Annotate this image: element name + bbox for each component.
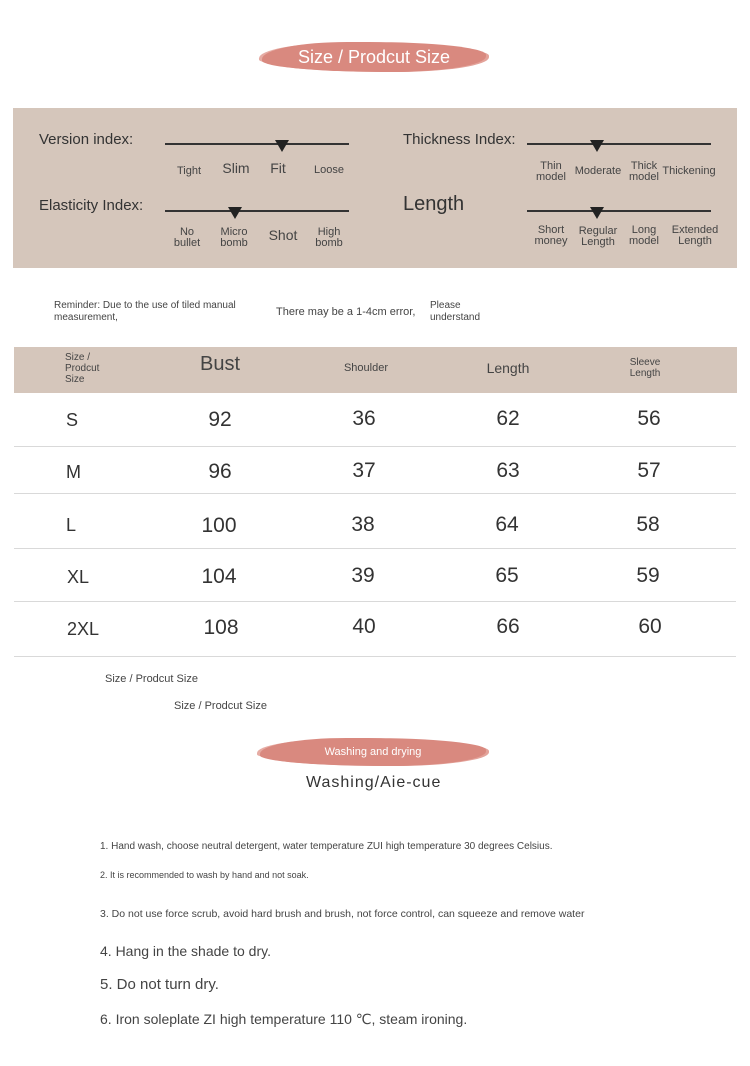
length-scale [527, 210, 711, 212]
bust-cell: 108 [203, 616, 239, 639]
row-divider [14, 446, 736, 447]
bust-cell: 96 [208, 460, 232, 483]
version-option: Fit [270, 160, 286, 176]
elasticity-option: No bullet [173, 226, 201, 249]
size-cell: M [66, 462, 81, 482]
length-cell: 65 [495, 564, 519, 587]
bust-column-header: Bust [199, 353, 241, 375]
thickness-option: Thick model [629, 160, 659, 183]
length-pointer-icon [590, 207, 604, 219]
elasticity-option: Shot [268, 227, 298, 243]
version-scale [165, 143, 349, 145]
shoulder-cell: 39 [351, 564, 375, 587]
size-note: Size / Prodcut Size [105, 673, 198, 685]
length-cell: 63 [496, 459, 520, 482]
fit-index-panel [13, 108, 737, 268]
length-option: Short money [534, 224, 568, 247]
elasticity-index-label: Elasticity Index: [39, 197, 144, 214]
reminder-understand: Please understand [430, 300, 481, 323]
version-pointer-icon [275, 140, 289, 152]
thickness-scale [527, 143, 711, 145]
size-cell: S [66, 410, 79, 430]
size-table-header [14, 347, 737, 393]
washing-step: 2. It is recommended to wash by hand and not soak. [100, 870, 309, 880]
length-option: Regular Length [578, 225, 618, 248]
row-divider [14, 548, 736, 549]
length-option: Extended Length [671, 224, 719, 247]
thickness-option: Thickening [662, 165, 716, 177]
shoulder-cell: 40 [352, 615, 376, 638]
washing-step: 4. Hang in the shade to dry. [100, 943, 271, 959]
shoulder-column-header: Shoulder [343, 362, 389, 374]
length-cell: 62 [496, 407, 520, 430]
washing-step: 5. Do not turn dry. [100, 976, 219, 993]
sleeve-cell: 60 [638, 615, 662, 638]
reminder-error: There may be a 1-4cm error, [276, 306, 416, 318]
version-index-label: Version index: [39, 131, 134, 148]
washing-title: Washing and drying [324, 746, 422, 758]
thickness-option: Moderate [574, 165, 622, 177]
row-divider [14, 493, 736, 494]
sleeve-cell: 59 [636, 564, 660, 587]
size-title-banner [262, 42, 486, 72]
version-option: Slim [222, 160, 250, 176]
size-column-header: Size / Prodcut Size [65, 352, 100, 385]
washing-banner [260, 738, 486, 766]
length-index-label: Length [403, 193, 465, 215]
shoulder-cell: 38 [351, 513, 375, 536]
sleeve-cell: 56 [637, 407, 661, 430]
size-cell: 2XL [67, 619, 100, 639]
bust-cell: 104 [201, 565, 237, 588]
thickness-option: Thin model [536, 160, 566, 183]
version-option: Tight [176, 165, 202, 177]
version-option: Loose [314, 164, 344, 176]
thickness-index-label: Thickness Index: [403, 131, 516, 148]
shoulder-cell: 37 [352, 459, 376, 482]
elasticity-option: High bomb [315, 226, 343, 249]
size-cell: L [66, 515, 77, 535]
elasticity-pointer-icon [228, 207, 242, 219]
shoulder-cell: 36 [352, 407, 376, 430]
washing-step: 3. Do not use force scrub, avoid hard brush and brush, not force control, can squeeze and remove water [100, 908, 585, 920]
thickness-pointer-icon [590, 140, 604, 152]
size-cell: XL [67, 567, 90, 587]
elasticity-scale [165, 210, 349, 212]
sleeve-cell: 57 [637, 459, 661, 482]
size-note: Size / Prodcut Size [174, 700, 267, 712]
length-column-header: Length [486, 360, 530, 376]
washing-subtitle: Washing/Aie-cue [306, 774, 442, 791]
length-cell: 64 [495, 513, 519, 536]
elasticity-option: Micro bomb [220, 226, 248, 249]
reminder-text: Reminder: Due to the use of tiled manual measurement, [54, 300, 236, 323]
sleeve-cell: 58 [636, 513, 660, 536]
length-cell: 66 [496, 615, 520, 638]
washing-step: 6. Iron soleplate ZI high temperature 110 ℃, steam ironing. [100, 1011, 468, 1027]
bust-cell: 92 [208, 408, 232, 431]
row-divider [14, 656, 736, 657]
sleeve-column-header: Sleeve Length [629, 357, 661, 379]
washing-step: 1. Hand wash, choose neutral detergent, water temperature ZUI high temperature 30 degrees Celsius. [100, 841, 553, 852]
bust-cell: 100 [201, 514, 237, 537]
length-option: Long model [629, 224, 659, 247]
size-title: Size / Prodcut Size [297, 46, 451, 67]
row-divider [14, 601, 736, 602]
